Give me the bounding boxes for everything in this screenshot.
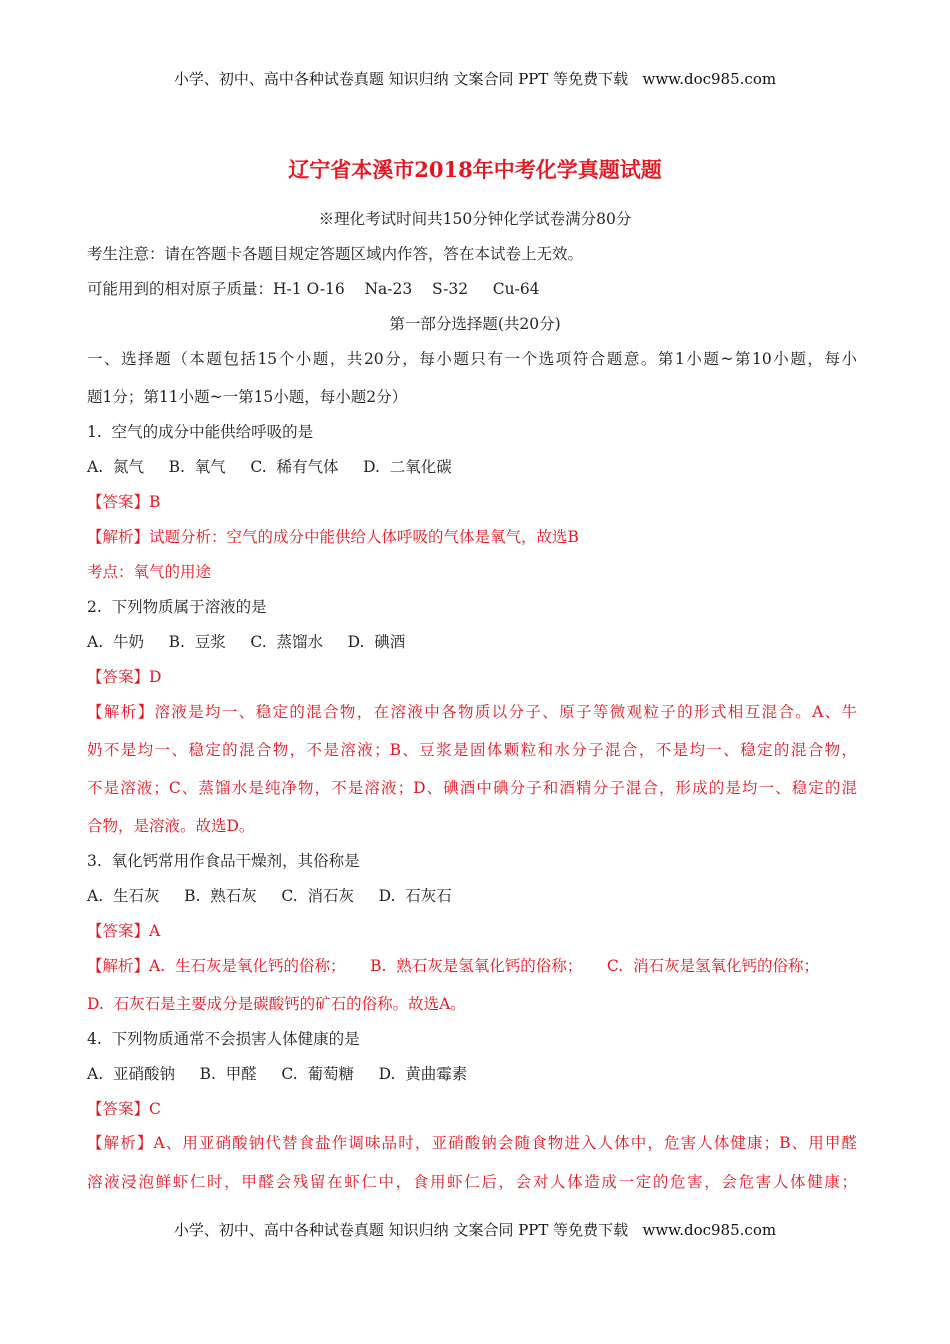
analysis-text: A、用亚硝酸钠代替食盐作调味品时，亚硝酸钠会随食物进入人体中，危害人体健康；B、用甲醛 xyxy=(153,1134,857,1152)
answer-line xyxy=(87,921,857,941)
exam-notice: 考生注意：请在答题卡各题目规定答题区域内作答，答在本试卷上无效。 xyxy=(87,245,584,263)
analysis-line xyxy=(87,956,857,976)
part-title: 第一部分选择题(共20分) xyxy=(389,315,561,333)
answer-tag: 【答案】 xyxy=(87,922,150,940)
analysis-line xyxy=(87,1133,857,1153)
answer-value: A xyxy=(149,922,161,940)
answer-line xyxy=(87,1099,857,1119)
answer-tag: 【答案】 xyxy=(87,668,150,686)
section-intro-line: 题1分；第11小题~一第15小题，每小题2分） xyxy=(87,388,408,406)
analysis-line xyxy=(87,702,857,722)
question-options: A. 亚硝酸钠 B. 甲醛 C. 葡萄糖 D. 黄曲霉素 xyxy=(87,1065,468,1083)
analysis-text: 合物，是溶液。故选D。 xyxy=(87,817,255,835)
question-options: A. 氮气 B. 氧气 C. 稀有气体 D. 二氧化碳 xyxy=(87,458,452,476)
page-header: 小学、初中、高中各种试卷真题 知识归纳 文案合同 PPT 等免费下载 www.doc985.com xyxy=(173,70,777,88)
page-footer: 小学、初中、高中各种试卷真题 知识归纳 文案合同 PPT 等免费下载 www.doc985.com xyxy=(173,1221,777,1239)
analysis-text: 奶不是均一、稳定的混合物，不是溶液；B、豆浆是固体颗粒和水分子混合，不是均一、稳定的混合物， xyxy=(87,741,857,759)
atomic-mass-line: 可能用到的相对原子质量：H-1 O-16 Na-23 S-32 Cu-64 xyxy=(87,280,540,298)
analysis-tag: 【解析】 xyxy=(87,957,150,975)
analysis-text: 溶液是均一、稳定的混合物，在溶液中各物质以分子、原子等微观粒子的形式相互混合。A、牛 xyxy=(154,703,857,721)
analysis-text: D. 石灰石是主要成分是碳酸钙的矿石的俗称。故选A。 xyxy=(87,995,466,1013)
question-options: A. 牛奶 B. 豆浆 C. 蒸馏水 D. 碘酒 xyxy=(87,633,406,651)
analysis-text: 溶液浸泡鲜虾仁时，甲醛会残留在虾仁中，食用虾仁后，会对人体造成一定的危害，会危害人体健康； xyxy=(87,1173,857,1191)
document-title: 辽宁省本溪市2018年中考化学真题试题 xyxy=(288,157,662,182)
analysis-tag: 【解析】 xyxy=(87,1134,154,1152)
question-stem: 3. 氧化钙常用作食品干燥剂，其俗称是 xyxy=(87,852,360,870)
analysis-text: 试题分析：空气的成分中能供给人体呼吸的气体是氧气，故选B xyxy=(149,528,579,546)
analysis-tag: 【解析】 xyxy=(87,703,155,721)
section-intro-line: 一、选择题（本题包括15个小题，共20分，每小题只有一个选项符合题意。第1小题~第10小题，每小 xyxy=(87,350,857,368)
answer-line xyxy=(87,492,857,512)
analysis-line xyxy=(87,527,857,547)
analysis-tag: 【解析】 xyxy=(87,528,150,546)
answer-tag: 【答案】 xyxy=(87,1100,150,1118)
answer-value: D xyxy=(149,668,162,686)
answer-value: C xyxy=(149,1100,161,1118)
question-stem: 1. 空气的成分中能供给呼吸的是 xyxy=(87,423,314,441)
knowledge-point: 考点：氧气的用途 xyxy=(87,563,212,581)
analysis-text: A. 生石灰是氧化钙的俗称； B. 熟石灰是氢氧化钙的俗称； C. 消石灰是氢氧化钙的俗称； xyxy=(149,957,820,975)
answer-line xyxy=(87,667,857,687)
exam-subtitle: ※理化考试时间共150分钟化学试卷满分80分 xyxy=(318,210,632,228)
question-stem: 2. 下列物质属于溶液的是 xyxy=(87,598,267,616)
answer-value: B xyxy=(149,493,161,511)
analysis-text: 不是溶液；C、蒸馏水是纯净物，不是溶液；D、碘酒中碘分子和酒精分子混合，形成的是均一、稳定的混 xyxy=(87,779,857,797)
question-stem: 4. 下列物质通常不会损害人体健康的是 xyxy=(87,1030,360,1048)
answer-tag: 【答案】 xyxy=(87,493,150,511)
question-options: A. 生石灰 B. 熟石灰 C. 消石灰 D. 石灰石 xyxy=(87,887,452,905)
